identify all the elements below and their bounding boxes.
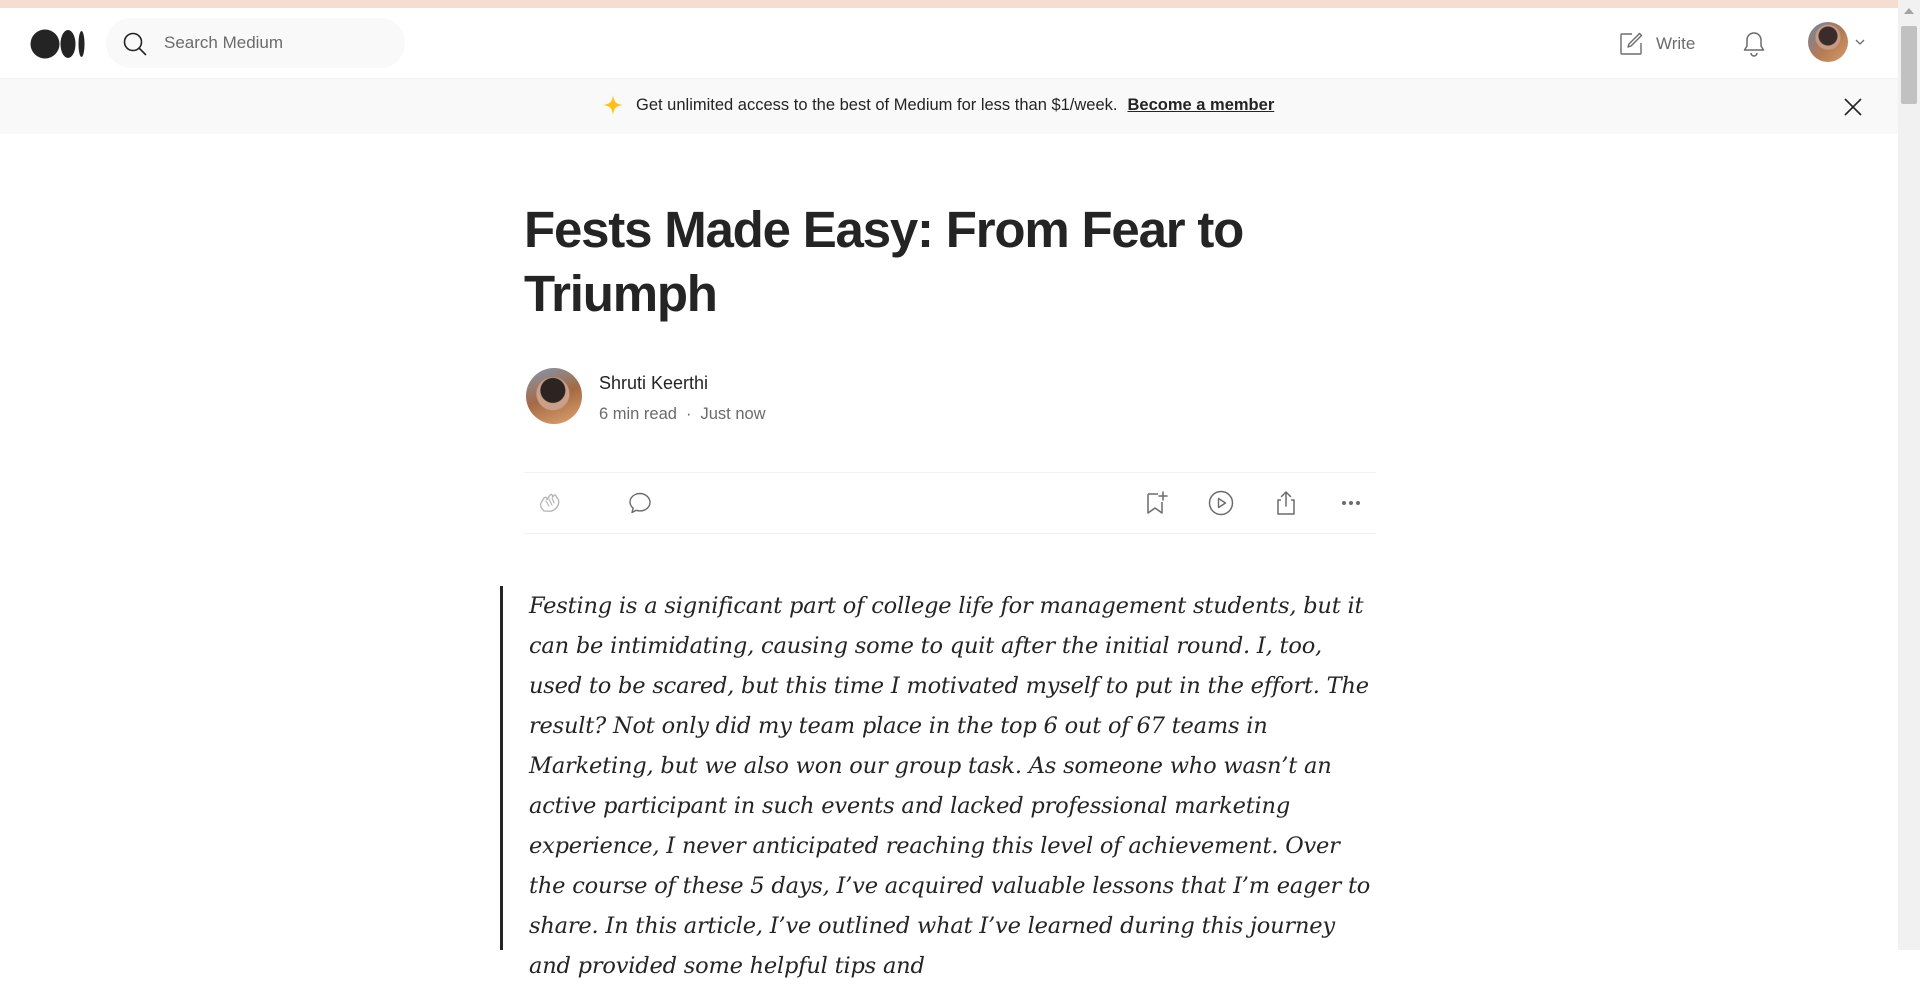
- search-input[interactable]: [164, 30, 384, 56]
- banner-content: [602, 94, 1274, 116]
- chevron-down-icon: [1854, 36, 1866, 48]
- play-icon[interactable]: [1207, 489, 1235, 517]
- author-avatar[interactable]: [526, 368, 582, 424]
- become-member-link[interactable]: Become a member: [1127, 95, 1275, 114]
- article-meta: [599, 405, 766, 424]
- share-icon[interactable]: [1272, 489, 1300, 517]
- bell-icon[interactable]: [1740, 30, 1768, 58]
- scroll-up-icon[interactable]: [1904, 8, 1914, 14]
- published-time: Just now: [700, 405, 766, 423]
- page-scrollbar[interactable]: [1898, 0, 1920, 950]
- article-intro-quote: [500, 586, 1380, 979]
- more-icon[interactable]: [1337, 489, 1365, 517]
- top-navbar: [0, 8, 1898, 79]
- membership-banner: [0, 79, 1898, 134]
- article-action-bar: [524, 472, 1376, 534]
- write-label: Write: [1656, 34, 1696, 53]
- comment-icon[interactable]: [626, 489, 654, 517]
- author-name[interactable]: Shruti Keerthi: [599, 373, 709, 393]
- article-title: Fests Made Easy: From Fear to Triumph: [524, 201, 1244, 322]
- read-time: 6 min read: [599, 405, 677, 423]
- write-button[interactable]: [1618, 29, 1695, 59]
- meta-separator: ·: [685, 405, 692, 423]
- medium-logo-icon[interactable]: [30, 29, 86, 59]
- browser-top-strip: [0, 0, 1900, 8]
- bookmark-add-icon[interactable]: [1142, 489, 1170, 517]
- sparkle-icon: [602, 94, 624, 116]
- close-icon[interactable]: [1842, 96, 1864, 118]
- profile-menu[interactable]: [1808, 22, 1866, 62]
- search-icon: [122, 31, 148, 57]
- banner-message: Get unlimited access to the best of Medium for less than $1/week.: [636, 95, 1118, 114]
- clap-icon[interactable]: [536, 489, 564, 517]
- scrollbar-thumb[interactable]: [1901, 26, 1917, 104]
- intro-quote-text: Festing is a significant part of college life for management students, but it can be intimidating, causing some to quit after the initial round. I, too, used to be scared, but this time I motivated myself to put in the effort. The result? Not only did my team place in the top 6 out of 67 teams in Marketing, but we also won our group task. As someone who wasn’t an active participant in such events and lacked professional marketing experience, I never anticipated reaching this level of achievement. Over the course of these 5 days, I’ve acquired valuable lessons that I’m eager to share. In this article, I’ve outlined what I’ve learned during this journey and provided some helpful tips and: [529, 593, 1371, 979]
- search-bar[interactable]: [106, 18, 405, 68]
- avatar[interactable]: [1808, 22, 1848, 62]
- pencil-square-icon: [1618, 31, 1644, 57]
